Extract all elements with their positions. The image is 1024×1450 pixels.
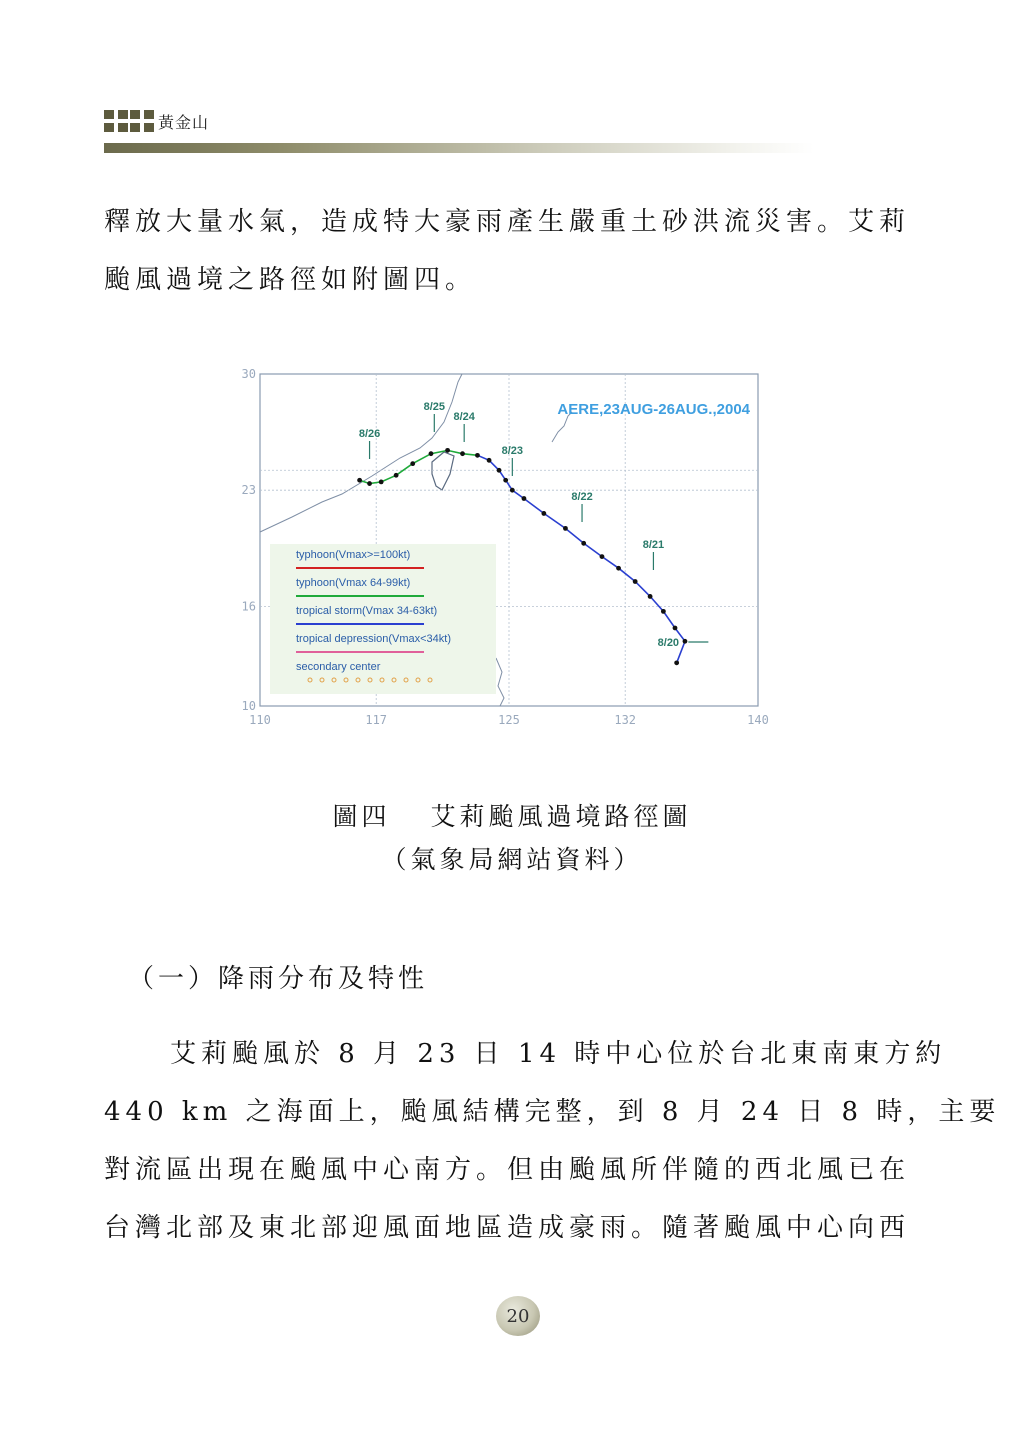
track-point: [429, 451, 434, 456]
x-tick-label: 125: [498, 713, 520, 727]
legend-label: secondary center: [296, 661, 381, 673]
track-point: [563, 526, 568, 531]
y-tick-label: 16: [241, 599, 256, 614]
date-label: 8/25: [423, 401, 446, 413]
track-point: [683, 639, 688, 644]
track-chart: [232, 362, 780, 740]
track-point: [633, 579, 638, 584]
date-label: 8/22: [571, 491, 593, 503]
legend-label: typhoon(Vmax 64-99kt): [296, 577, 411, 589]
track-point: [475, 453, 480, 458]
paragraph-intro: [104, 193, 924, 309]
x-tick-label: 132: [614, 713, 637, 727]
x-tick-label: 140: [747, 713, 769, 727]
page-header: [104, 106, 209, 136]
track-point: [497, 468, 502, 473]
paragraph-line: 艾莉颱風於 8 月 23 日 14 時中心位於台北東南東方約: [170, 1039, 947, 1069]
legend-label: tropical storm(Vmax 34-63kt): [296, 605, 438, 617]
track-point: [460, 451, 465, 456]
x-tick-label: 110: [249, 713, 271, 727]
paragraph-rainfall: [104, 1025, 1001, 1257]
track-point: [673, 626, 678, 631]
track-point: [600, 554, 605, 559]
track-point: [616, 566, 621, 571]
track-point: [445, 448, 450, 453]
date-label: 8/23: [501, 445, 524, 457]
track-point: [503, 478, 508, 483]
brand-logo-icon: [104, 110, 154, 132]
date-label: 8/24: [453, 411, 475, 423]
date-label: 8/21: [642, 539, 665, 551]
date-label: 8/20: [657, 637, 680, 649]
paragraph-line: 對流區出現在颱風中心南方。但由颱風所伴隨的西北風已在: [104, 1155, 911, 1185]
track-point: [661, 609, 666, 614]
legend-label: typhoon(Vmax>=100kt): [296, 549, 411, 561]
track-point: [357, 478, 362, 483]
date-label: 8/26: [358, 428, 381, 440]
legend: [270, 544, 496, 694]
track-point: [648, 594, 653, 599]
paragraph-line: 440 km 之海面上，颱風結構完整，到 8 月 24 日 8 時，主要: [104, 1097, 1001, 1127]
paragraph-line: 台灣北部及東北部迎風面地區造成豪雨。隨著颱風中心向西: [104, 1213, 911, 1243]
page-number: 20: [496, 1296, 540, 1336]
track-point: [379, 480, 384, 485]
figure-caption: [0, 797, 1024, 833]
track-point: [674, 660, 679, 665]
track-point: [510, 488, 515, 493]
chart-title: AERE,23AUG-26AUG.,2004: [557, 401, 750, 418]
track-point: [394, 473, 399, 478]
track-point: [487, 458, 492, 463]
figure-number: 圖四: [332, 802, 391, 831]
paragraph-line: 釋放大量水氣，造成特大豪雨產生嚴重土砂洪流災害。艾莉: [104, 207, 911, 237]
typhoon-track-figure: [232, 362, 780, 740]
figure-title: 艾莉颱風過境路徑圖: [430, 802, 692, 831]
paragraph-line: 颱風過境之路徑如附圖四。: [104, 265, 477, 295]
y-tick-label: 10: [241, 699, 256, 713]
track-point: [410, 461, 415, 466]
track-point: [522, 496, 527, 501]
y-tick-label: 23: [241, 483, 256, 498]
section-heading: （一）降雨分布及特性: [128, 964, 429, 994]
track-point: [367, 481, 372, 486]
track-point: [581, 541, 586, 546]
y-tick-label: 30: [241, 367, 256, 381]
header-title: 黃金山: [158, 112, 210, 132]
x-tick-label: 117: [365, 713, 388, 727]
figure-source: （氣象局網站資料）: [381, 845, 643, 874]
legend-label: tropical depression(Vmax<34kt): [296, 633, 451, 645]
track-point: [541, 511, 546, 516]
header-rule: [104, 143, 814, 153]
